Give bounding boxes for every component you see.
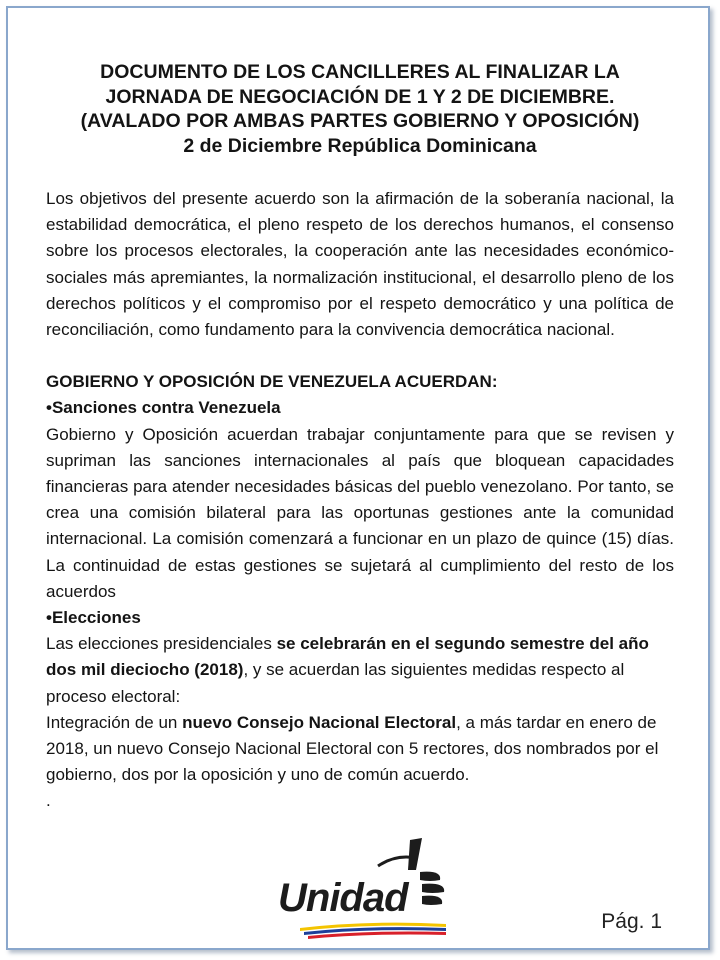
sanctions-heading: •Sanciones contra Venezuela: [46, 398, 281, 418]
bullet-elections: •: [46, 608, 52, 628]
title-line-2: JORNADA DE NEGOCIACIÓN DE 1 Y 2 DE DICIEMBRE.: [105, 85, 615, 108]
elections-paragraph-1: Las elecciones presidenciales se celebrarán en el segundo semestre del año dos mil dieciocho (2018), y se acuerdan las siguientes medidas respecto al proceso electoral:: [46, 634, 649, 706]
title-line-1: DOCUMENTO DE LOS CANCILLERES AL FINALIZAR LA: [100, 61, 620, 83]
unidad-logo-text: Unidad: [278, 876, 408, 920]
document-title: [40, 60, 680, 158]
document-body: [46, 186, 674, 815]
sanctions-paragraph: Gobierno y Oposición acuerdan trabajar conjuntamente para que se revisen y supriman las sanciones internacionales al país que bloquean capacidades financieras para atender necesidades básicas del pueblo venezolano. Por tanto, se crea una comisión bilateral para las oportunas gestiones ante la comunidad internacional. La comisión comenzará a funcionar en un plazo de quince (15) días. La continuidad de estas gestiones se sujetará al cumplimiento del resto de los acuerdos: [46, 424, 674, 601]
elections-paragraph-2: Integración de un nuevo Consejo Nacional Electoral, a más tardar en enero de 2018, un nuevo Consejo Nacional Electoral con 5 rectores, dos nombrados por el gobierno, dos por la oposición y uno de común acuerdo.: [46, 712, 659, 785]
bullet-sanctions: •: [46, 398, 52, 418]
trailing-period: .: [46, 791, 51, 811]
page-number: Pág. 1: [601, 910, 662, 933]
unidad-logo: [270, 836, 470, 940]
agreement-heading: GOBIERNO Y OPOSICIÓN DE VENEZUELA ACUERDAN:: [46, 372, 498, 392]
title-line-4: 2 de Diciembre República Dominicana: [183, 134, 537, 157]
title-line-3: (AVALADO POR AMBAS PARTES GOBIERNO Y OPOSICIÓN): [80, 110, 640, 132]
elections-heading: •Elecciones: [46, 608, 141, 628]
intro-paragraph: Los objetivos del presente acuerdo son la afirmación de la soberanía nacional, la estabilidad democrática, el pleno respeto de los derechos humanos, el consenso sobre los procesos electorales, la cooperación ante las necesidades económico-sociales más apremiantes, la normalización institucional, el desarrollo pleno de los derechos políticos y el compromiso por el respeto democrático y una política de reconciliación, como fundamento para la convivencia democrática nacional.: [46, 189, 674, 340]
